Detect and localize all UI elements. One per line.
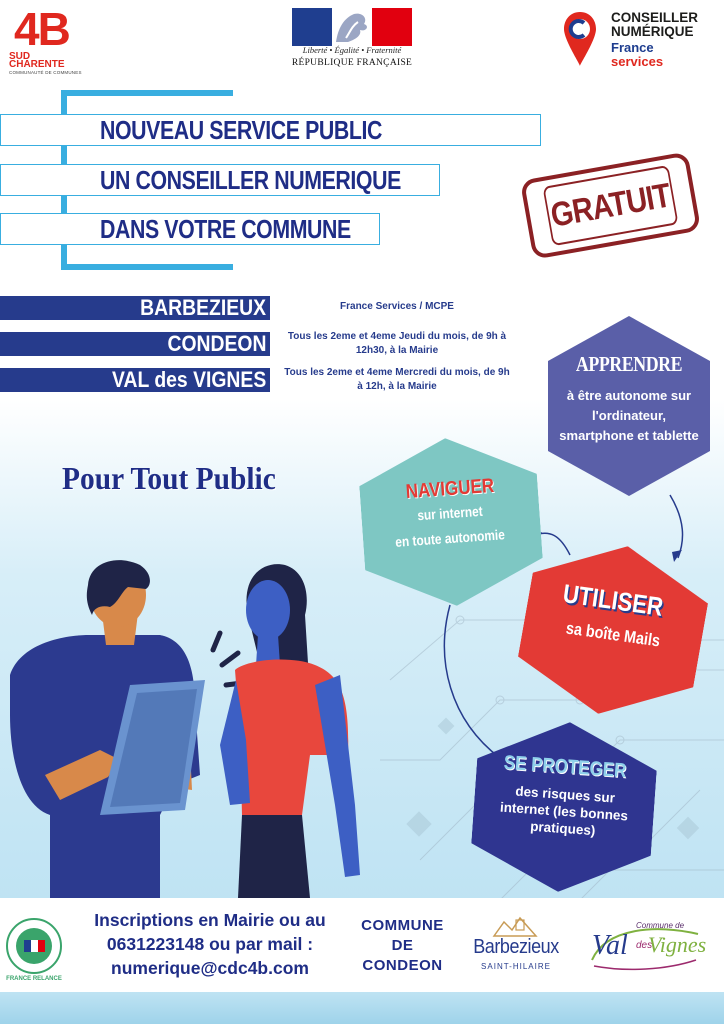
rf-motto: Liberté • Égalité • Fraternité	[302, 45, 402, 55]
val-des-vignes-val: Val	[592, 930, 628, 961]
inscription-email[interactable]: numerique@cdc4b.com	[111, 958, 309, 978]
naviguer-text-1: sur internet	[416, 502, 484, 524]
france-relance-label: FRANCE RELANCE	[6, 976, 62, 982]
location-pin-icon	[562, 10, 598, 68]
commune-bar-condeon: CONDEON	[0, 332, 270, 356]
naviguer-text-2: en toute autonomie	[394, 526, 506, 550]
logo-4b: 4B	[14, 3, 69, 55]
naviguer-title: NAVIGUER	[405, 474, 495, 504]
utiliser-title: UTILISER	[561, 578, 666, 622]
commune-line-2: DE	[391, 937, 414, 954]
audience-heading: Pour Tout Public	[62, 460, 276, 496]
logo-4b-caption: COMMUNAUTÉ DE COMMUNES	[9, 70, 82, 75]
commune-bar-barbezieux: BARBEZIEUX	[0, 296, 270, 320]
rf-name: RÉPUBLIQUE FRANÇAISE	[291, 58, 413, 68]
schedule-val-des-vignes: Tous les 2eme et 4eme Mercredi du mois, de 9h à 12h, à la Mairie	[284, 367, 510, 392]
barbezieux-logo: Barbezieux	[473, 936, 559, 958]
gratuit-text: GRATUIT	[543, 165, 679, 246]
barbezieux-castle-icon	[490, 912, 540, 938]
commune-line-1: COMMUNE	[361, 917, 444, 934]
val-des-vignes-small: Commune de	[636, 921, 685, 930]
proteger-text: des risques sur internet (les bonnes pratiques)	[499, 783, 629, 839]
cn-line1: CONSEILLER	[611, 10, 699, 25]
barbezieux-logo-sub: SAINT-HILAIRE	[481, 962, 551, 971]
gratuit-stamp	[520, 150, 708, 265]
val-des-vignes-des: des	[636, 940, 653, 951]
schedule-barbezieux: France Services / MCPE	[340, 301, 454, 312]
cn-line3: France	[611, 40, 654, 55]
france-relance-logo-icon	[6, 918, 62, 974]
footer-strip	[0, 992, 724, 1024]
title-line-2: UN CONSEILLER NUMERIQUE	[100, 165, 401, 195]
logo-4b-sud: SUD	[9, 51, 31, 62]
proteger-title: SE PROTEGER	[503, 751, 628, 783]
inscription-line-2: 0631223148 ou par mail :	[106, 934, 314, 954]
apprendre-text: à être autonome sur l'ordinateur, smartphone et tablette	[559, 388, 699, 443]
title-line-1: NOUVEAU SERVICE PUBLIC	[100, 115, 383, 145]
commune-bar-val-des-vignes: VAL des VIGNES	[0, 368, 270, 392]
commune-line-3: CONDEON	[362, 957, 443, 974]
schedule-condeon: Tous les 2eme et 4eme Jeudi du mois, de 9h à 12h30, à la Mairie	[287, 331, 507, 356]
cn-line4: services	[611, 54, 664, 69]
inscription-line-1: Inscriptions en Mairie ou au	[94, 910, 326, 930]
title-line-3: DANS VOTRE COMMUNE	[100, 214, 351, 244]
utiliser-text: sa boîte Mails	[564, 618, 662, 651]
val-des-vignes-vignes: Vignes	[648, 932, 707, 957]
apprendre-title: APPRENDRE	[575, 352, 683, 376]
republique-francaise-marianne-icon	[292, 8, 412, 46]
logo-4b-charente: CHARENTE	[9, 59, 65, 70]
cn-line2: NUMÉRIQUE	[611, 24, 694, 39]
people-illustration	[10, 555, 370, 898]
